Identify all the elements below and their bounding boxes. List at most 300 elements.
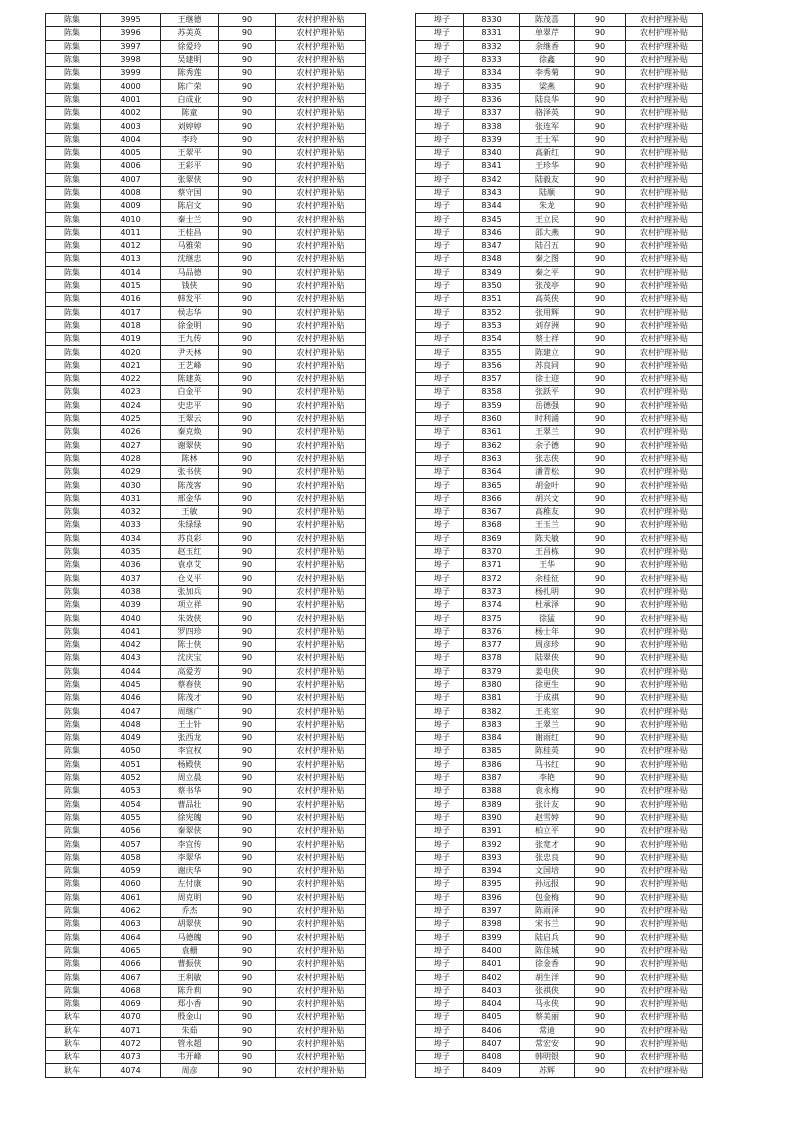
- serial-number-cell: 8383: [464, 718, 520, 731]
- amount-cell: 90: [575, 186, 626, 199]
- table-row: [416, 146, 703, 159]
- village-cell: 埠子: [416, 505, 464, 518]
- amount-cell: 90: [219, 412, 276, 425]
- name-cell: 王九传: [161, 333, 219, 346]
- serial-number-cell: 4069: [101, 997, 161, 1010]
- serial-number-cell: 8342: [464, 173, 520, 186]
- table-row: [416, 745, 703, 758]
- table-row: [416, 638, 703, 651]
- amount-cell: 90: [575, 559, 626, 572]
- table-row: [416, 838, 703, 851]
- amount-cell: 90: [575, 200, 626, 213]
- amount-cell: 90: [575, 399, 626, 412]
- amount-cell: 90: [219, 599, 276, 612]
- name-cell: 徐金明: [161, 319, 219, 332]
- amount-cell: 90: [219, 80, 276, 93]
- serial-number-cell: 4071: [101, 1024, 161, 1037]
- village-cell: 埠子: [416, 971, 464, 984]
- name-cell: 李秀菊: [520, 67, 575, 80]
- table-row: [46, 585, 366, 598]
- serial-number-cell: 8335: [464, 80, 520, 93]
- serial-number-cell: 8339: [464, 133, 520, 146]
- serial-number-cell: 8364: [464, 466, 520, 479]
- name-cell: 徐金香: [520, 958, 575, 971]
- serial-number-cell: 4066: [101, 958, 161, 971]
- name-cell: 宋书兰: [520, 918, 575, 931]
- amount-cell: 90: [219, 931, 276, 944]
- table-row: [46, 944, 366, 957]
- serial-number-cell: 8359: [464, 399, 520, 412]
- subsidy-type-cell: 农村护理补贴: [276, 865, 366, 878]
- subsidy-type-cell: 农村护理补贴: [276, 479, 366, 492]
- serial-number-cell: 4032: [101, 505, 161, 518]
- village-cell: 陈集: [46, 80, 101, 93]
- village-cell: 埠子: [416, 559, 464, 572]
- serial-number-cell: 4029: [101, 466, 161, 479]
- subsidy-type-cell: 农村护理补贴: [626, 519, 703, 532]
- subsidy-type-cell: 农村护理补贴: [626, 559, 703, 572]
- subsidy-type-cell: 农村护理补贴: [626, 266, 703, 279]
- village-cell: 陈集: [46, 306, 101, 319]
- serial-number-cell: 8378: [464, 652, 520, 665]
- amount-cell: 90: [219, 146, 276, 159]
- name-cell: 苏辉: [520, 1064, 575, 1077]
- amount-cell: 90: [219, 878, 276, 891]
- amount-cell: 90: [219, 319, 276, 332]
- table-row: [46, 798, 366, 811]
- subsidy-type-cell: 农村护理补贴: [626, 904, 703, 917]
- serial-number-cell: 3996: [101, 27, 161, 40]
- name-cell: 高新红: [520, 146, 575, 159]
- village-cell: 陈集: [46, 851, 101, 864]
- name-cell: 张连军: [520, 120, 575, 133]
- village-cell: 埠子: [416, 838, 464, 851]
- table-row: [416, 319, 703, 332]
- subsidy-type-cell: 农村护理补贴: [276, 1064, 366, 1077]
- village-cell: 陈集: [46, 918, 101, 931]
- name-cell: 袁栅: [161, 944, 219, 957]
- serial-number-cell: 4020: [101, 346, 161, 359]
- serial-number-cell: 8373: [464, 585, 520, 598]
- serial-number-cell: 8370: [464, 545, 520, 558]
- subsidy-type-cell: 农村护理补贴: [276, 771, 366, 784]
- name-cell: 赵玉红: [161, 545, 219, 558]
- subsidy-type-cell: 农村护理补贴: [276, 891, 366, 904]
- subsidy-type-cell: 农村护理补贴: [276, 997, 366, 1010]
- subsidy-type-cell: 农村护理补贴: [276, 811, 366, 824]
- subsidy-type-cell: 农村护理补贴: [276, 599, 366, 612]
- name-cell: 张用辉: [520, 306, 575, 319]
- name-cell: 李玲: [161, 133, 219, 146]
- serial-number-cell: 8379: [464, 665, 520, 678]
- subsidy-type-cell: 农村护理补贴: [276, 386, 366, 399]
- subsidy-type-cell: 农村护理补贴: [276, 532, 366, 545]
- table-row: [46, 200, 366, 213]
- amount-cell: 90: [575, 838, 626, 851]
- amount-cell: 90: [219, 27, 276, 40]
- serial-number-cell: 8393: [464, 851, 520, 864]
- amount-cell: 90: [219, 652, 276, 665]
- village-cell: 陈集: [46, 745, 101, 758]
- name-cell: 周彦珍: [520, 638, 575, 651]
- subsidy-type-cell: 农村护理补贴: [276, 878, 366, 891]
- table-row: [46, 904, 366, 917]
- table-row: [416, 718, 703, 731]
- serial-number-cell: 4044: [101, 665, 161, 678]
- amount-cell: 90: [219, 745, 276, 758]
- village-cell: 陈集: [46, 359, 101, 372]
- name-cell: 柏立平: [520, 825, 575, 838]
- table-row: [416, 346, 703, 359]
- serial-number-cell: 4025: [101, 412, 161, 425]
- amount-cell: 90: [575, 612, 626, 625]
- table-row: [46, 146, 366, 159]
- subsidy-type-cell: 农村护理补贴: [626, 638, 703, 651]
- table-row: [416, 997, 703, 1010]
- village-cell: 陈集: [46, 186, 101, 199]
- table-row: [416, 266, 703, 279]
- subsidy-type-cell: 农村护理补贴: [276, 213, 366, 226]
- subsidy-type-cell: 农村护理补贴: [626, 745, 703, 758]
- subsidy-type-cell: 农村护理补贴: [276, 838, 366, 851]
- amount-cell: 90: [575, 226, 626, 239]
- table-row: [46, 825, 366, 838]
- name-cell: 马德魄: [161, 931, 219, 944]
- subsidy-type-cell: 农村护理补贴: [626, 93, 703, 106]
- table-row: [416, 572, 703, 585]
- village-cell: 埠子: [416, 14, 464, 27]
- table-row: [416, 279, 703, 292]
- table-row: [416, 625, 703, 638]
- village-cell: 埠子: [416, 732, 464, 745]
- village-cell: 埠子: [416, 27, 464, 40]
- table-row: [46, 426, 366, 439]
- village-cell: 陈集: [46, 652, 101, 665]
- amount-cell: 90: [575, 572, 626, 585]
- amount-cell: 90: [219, 811, 276, 824]
- village-cell: 陈集: [46, 266, 101, 279]
- table-row: [416, 466, 703, 479]
- serial-number-cell: 4004: [101, 133, 161, 146]
- village-cell: 陈集: [46, 585, 101, 598]
- name-cell: 史忠平: [161, 399, 219, 412]
- table-row: [46, 732, 366, 745]
- table-row: [416, 160, 703, 173]
- amount-cell: 90: [575, 958, 626, 971]
- amount-cell: 90: [219, 825, 276, 838]
- village-cell: 埠子: [416, 718, 464, 731]
- name-cell: 余子德: [520, 439, 575, 452]
- village-cell: 埠子: [416, 1051, 464, 1064]
- subsidy-type-cell: 农村护理补贴: [626, 333, 703, 346]
- table-row: [46, 479, 366, 492]
- serial-number-cell: 8366: [464, 492, 520, 505]
- name-cell: 余继香: [520, 40, 575, 53]
- amount-cell: 90: [575, 1024, 626, 1037]
- name-cell: 张书侠: [161, 466, 219, 479]
- amount-cell: 90: [219, 93, 276, 106]
- serial-number-cell: 8398: [464, 918, 520, 931]
- serial-number-cell: 8340: [464, 146, 520, 159]
- amount-cell: 90: [219, 718, 276, 731]
- amount-cell: 90: [575, 878, 626, 891]
- serial-number-cell: 4016: [101, 293, 161, 306]
- subsidy-type-cell: 农村护理补贴: [626, 532, 703, 545]
- table-row: [46, 293, 366, 306]
- village-cell: 陈集: [46, 758, 101, 771]
- name-cell: 王士针: [161, 718, 219, 731]
- subsidy-type-cell: 农村护理补贴: [626, 758, 703, 771]
- village-cell: 埠子: [416, 80, 464, 93]
- amount-cell: 90: [575, 785, 626, 798]
- table-row: [46, 466, 366, 479]
- serial-number-cell: 8334: [464, 67, 520, 80]
- serial-number-cell: 8401: [464, 958, 520, 971]
- name-cell: 朱效侠: [161, 612, 219, 625]
- name-cell: 徐士迎: [520, 373, 575, 386]
- name-cell: 管永超: [161, 1037, 219, 1050]
- subsidy-type-cell: 农村护理补贴: [276, 412, 366, 425]
- serial-number-cell: 4051: [101, 758, 161, 771]
- amount-cell: 90: [219, 107, 276, 120]
- table-row: [416, 958, 703, 971]
- amount-cell: 90: [575, 851, 626, 864]
- subsidy-type-cell: 农村护理补贴: [626, 412, 703, 425]
- table-row: [416, 186, 703, 199]
- amount-cell: 90: [219, 559, 276, 572]
- subsidy-type-cell: 农村护理补贴: [276, 240, 366, 253]
- amount-cell: 90: [575, 346, 626, 359]
- amount-cell: 90: [219, 838, 276, 851]
- left-subsidy-table: [45, 13, 366, 1078]
- village-cell: 埠子: [416, 373, 464, 386]
- name-cell: 郑小香: [161, 997, 219, 1010]
- village-cell: 埠子: [416, 386, 464, 399]
- village-cell: 陈集: [46, 825, 101, 838]
- name-cell: 秦之平: [520, 266, 575, 279]
- name-cell: 王翠云: [161, 412, 219, 425]
- name-cell: 陈茂喜: [520, 14, 575, 27]
- village-cell: 陈集: [46, 439, 101, 452]
- subsidy-type-cell: 农村护理补贴: [276, 559, 366, 572]
- subsidy-type-cell: 农村护理补贴: [626, 359, 703, 372]
- subsidy-type-cell: 农村护理补贴: [276, 93, 366, 106]
- name-cell: 马永侠: [520, 997, 575, 1010]
- amount-cell: 90: [575, 319, 626, 332]
- village-cell: 陈集: [46, 771, 101, 784]
- serial-number-cell: 8348: [464, 253, 520, 266]
- amount-cell: 90: [219, 519, 276, 532]
- name-cell: 姜电侠: [520, 665, 575, 678]
- name-cell: 陈士侠: [161, 638, 219, 651]
- subsidy-type-cell: 农村护理补贴: [626, 1024, 703, 1037]
- subsidy-type-cell: 农村护理补贴: [276, 359, 366, 372]
- serial-number-cell: 8346: [464, 226, 520, 239]
- amount-cell: 90: [575, 53, 626, 66]
- table-row: [416, 359, 703, 372]
- amount-cell: 90: [219, 505, 276, 518]
- table-row: [416, 705, 703, 718]
- serial-number-cell: 4046: [101, 692, 161, 705]
- subsidy-type-cell: 农村护理补贴: [276, 439, 366, 452]
- subsidy-type-cell: 农村护理补贴: [276, 585, 366, 598]
- village-cell: 埠子: [416, 891, 464, 904]
- amount-cell: 90: [575, 279, 626, 292]
- serial-number-cell: 8357: [464, 373, 520, 386]
- table-row: [46, 1011, 366, 1024]
- name-cell: 胡生洋: [520, 971, 575, 984]
- amount-cell: 90: [575, 705, 626, 718]
- name-cell: 陈升莉: [161, 984, 219, 997]
- village-cell: 埠子: [416, 997, 464, 1010]
- village-cell: 陈集: [46, 373, 101, 386]
- name-cell: 李艳: [520, 771, 575, 784]
- name-cell: 张祺侠: [520, 984, 575, 997]
- village-cell: 陈集: [46, 213, 101, 226]
- amount-cell: 90: [219, 771, 276, 784]
- amount-cell: 90: [219, 585, 276, 598]
- subsidy-type-cell: 农村护理补贴: [626, 1011, 703, 1024]
- serial-number-cell: 8396: [464, 891, 520, 904]
- amount-cell: 90: [575, 240, 626, 253]
- serial-number-cell: 8404: [464, 997, 520, 1010]
- amount-cell: 90: [575, 745, 626, 758]
- table-row: [416, 1011, 703, 1024]
- name-cell: 刘婷婷: [161, 120, 219, 133]
- amount-cell: 90: [219, 373, 276, 386]
- table-row: [416, 399, 703, 412]
- name-cell: 潘青松: [520, 466, 575, 479]
- amount-cell: 90: [575, 585, 626, 598]
- village-cell: 埠子: [416, 865, 464, 878]
- subsidy-type-cell: 农村护理补贴: [276, 625, 366, 638]
- table-row: [46, 678, 366, 691]
- amount-cell: 90: [575, 80, 626, 93]
- table-row: [46, 439, 366, 452]
- serial-number-cell: 4042: [101, 638, 161, 651]
- village-cell: 埠子: [416, 572, 464, 585]
- name-cell: 谢翠侠: [161, 439, 219, 452]
- table-row: [46, 93, 366, 106]
- table-row: [46, 67, 366, 80]
- village-cell: 埠子: [416, 412, 464, 425]
- village-cell: 陈集: [46, 93, 101, 106]
- subsidy-type-cell: 农村护理补贴: [276, 984, 366, 997]
- name-cell: 徐爱玲: [161, 40, 219, 53]
- serial-number-cell: 4047: [101, 705, 161, 718]
- subsidy-type-cell: 农村护理补贴: [626, 160, 703, 173]
- serial-number-cell: 4072: [101, 1037, 161, 1050]
- table-row: [46, 186, 366, 199]
- name-cell: 张忠良: [520, 851, 575, 864]
- village-cell: 埠子: [416, 984, 464, 997]
- serial-number-cell: 8344: [464, 200, 520, 213]
- table-row: [416, 53, 703, 66]
- serial-number-cell: 8332: [464, 40, 520, 53]
- table-row: [416, 692, 703, 705]
- name-cell: 余桂征: [520, 572, 575, 585]
- name-cell: 吴建明: [161, 53, 219, 66]
- subsidy-type-cell: 农村护理补贴: [626, 625, 703, 638]
- table-row: [416, 678, 703, 691]
- subsidy-type-cell: 农村护理补贴: [276, 652, 366, 665]
- name-cell: 秦士兰: [161, 213, 219, 226]
- amount-cell: 90: [219, 758, 276, 771]
- village-cell: 陈集: [46, 625, 101, 638]
- table-row: [46, 1051, 366, 1064]
- name-cell: 尹天林: [161, 346, 219, 359]
- subsidy-type-cell: 农村护理补贴: [626, 798, 703, 811]
- table-row: [46, 160, 366, 173]
- name-cell: 杨扎明: [520, 585, 575, 598]
- table-row: [416, 67, 703, 80]
- name-cell: 王珍华: [520, 160, 575, 173]
- subsidy-type-cell: 农村护理补贴: [626, 705, 703, 718]
- village-cell: 陈集: [46, 798, 101, 811]
- subsidy-type-cell: 农村护理补贴: [276, 293, 366, 306]
- serial-number-cell: 4063: [101, 918, 161, 931]
- subsidy-type-cell: 农村护理补贴: [626, 186, 703, 199]
- amount-cell: 90: [575, 1011, 626, 1024]
- subsidy-type-cell: 农村护理补贴: [276, 333, 366, 346]
- subsidy-type-cell: 农村护理补贴: [626, 452, 703, 465]
- amount-cell: 90: [219, 958, 276, 971]
- amount-cell: 90: [219, 466, 276, 479]
- amount-cell: 90: [219, 678, 276, 691]
- village-cell: 埠子: [416, 1037, 464, 1050]
- subsidy-type-cell: 农村护理补贴: [626, 918, 703, 931]
- village-cell: 埠子: [416, 918, 464, 931]
- name-cell: 杜承泽: [520, 599, 575, 612]
- amount-cell: 90: [219, 665, 276, 678]
- name-cell: 陈秀莲: [161, 67, 219, 80]
- village-cell: 陈集: [46, 226, 101, 239]
- table-row: [46, 997, 366, 1010]
- subsidy-type-cell: 农村护理补贴: [626, 426, 703, 439]
- village-cell: 埠子: [416, 226, 464, 239]
- village-cell: 陈集: [46, 532, 101, 545]
- subsidy-type-cell: 农村护理补贴: [276, 279, 366, 292]
- table-row: [46, 612, 366, 625]
- amount-cell: 90: [219, 346, 276, 359]
- name-cell: 高爱芳: [161, 665, 219, 678]
- serial-number-cell: 4015: [101, 279, 161, 292]
- village-cell: 陈集: [46, 27, 101, 40]
- subsidy-type-cell: 农村护理补贴: [626, 14, 703, 27]
- village-cell: 陈集: [46, 718, 101, 731]
- name-cell: 陈建英: [161, 373, 219, 386]
- serial-number-cell: 4026: [101, 426, 161, 439]
- serial-number-cell: 8372: [464, 572, 520, 585]
- name-cell: 陆毅友: [520, 173, 575, 186]
- amount-cell: 90: [575, 412, 626, 425]
- subsidy-type-cell: 农村护理补贴: [626, 891, 703, 904]
- village-cell: 陈集: [46, 333, 101, 346]
- village-cell: 陈集: [46, 293, 101, 306]
- amount-cell: 90: [219, 213, 276, 226]
- serial-number-cell: 8380: [464, 678, 520, 691]
- amount-cell: 90: [575, 665, 626, 678]
- village-cell: 埠子: [416, 771, 464, 784]
- name-cell: 王士军: [520, 133, 575, 146]
- name-cell: 王桂昌: [161, 226, 219, 239]
- name-cell: 谢庆华: [161, 865, 219, 878]
- subsidy-type-cell: 农村护理补贴: [276, 798, 366, 811]
- name-cell: 王翠兰: [520, 718, 575, 731]
- subsidy-type-cell: 农村护理补贴: [626, 1051, 703, 1064]
- subsidy-type-cell: 农村护理补贴: [276, 27, 366, 40]
- table-row: [416, 665, 703, 678]
